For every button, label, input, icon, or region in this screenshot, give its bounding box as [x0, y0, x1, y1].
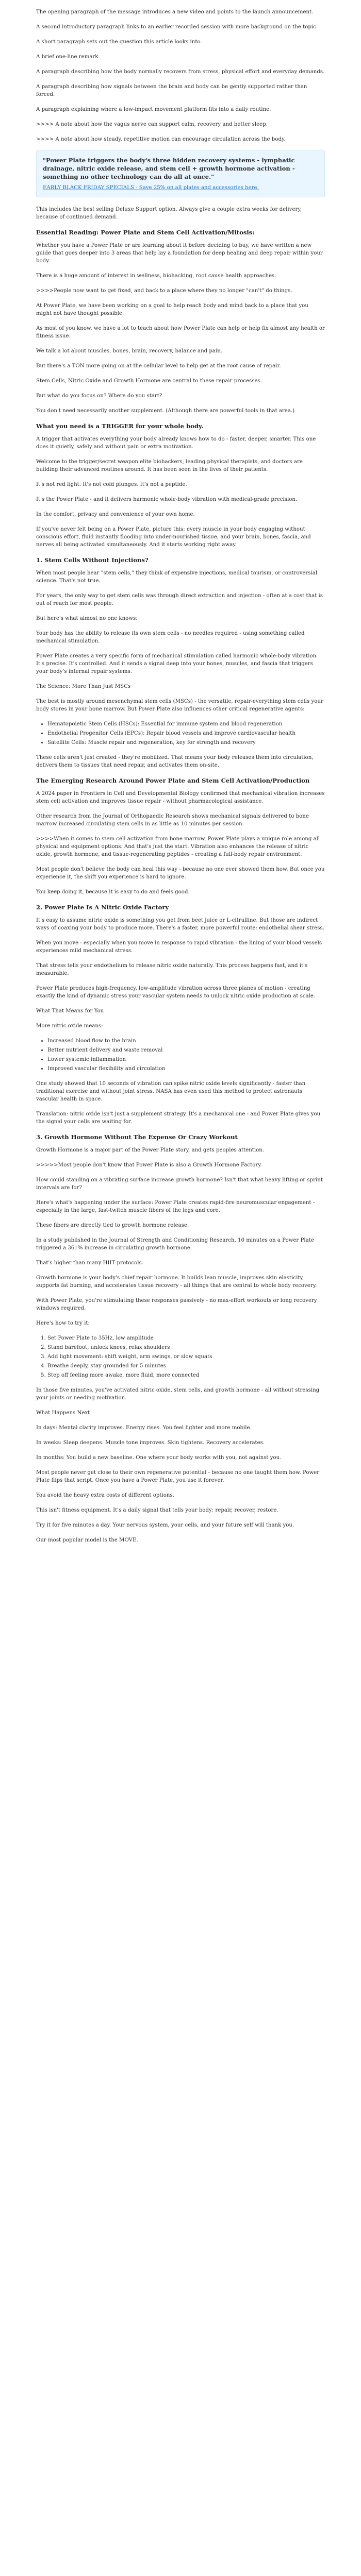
paragraph: Power Plate produces high-frequency, low-amplitude vibration across three planes of motion - creating exactly the kind of dynamic stress your vascular system needs to unlock nitric oxide production at scale. — [36, 986, 316, 999]
list-item: • Endothelial Progenitor Cells (EPCs): Repair blood vessels and improve cardiovascular health — [47, 730, 325, 737]
paragraph: That's higher than many HIIT protocols. — [36, 1260, 143, 1266]
paragraph: The Science: More Than Just MSCs — [36, 684, 131, 689]
paragraph: It's not red light. It's not cold plunges. It's not a peptide. — [36, 482, 187, 487]
paragraph: Welcome to the trigger/secret weapon elite biohackers, leading physical therapists, and doctors are building their advanced routines around. It has been seen in the lives of their patients. — [36, 459, 303, 472]
paragraph: We talk a lot about muscles, bones, brain, recovery, balance and pain. — [36, 348, 223, 354]
paragraph: The best is mostly around mesenchymal stem cells (MSCs) - the versatile, repair-everything stem cells your body stores in your bone marrow. But Power Plate also influences other critical regenerative agents: — [36, 699, 323, 712]
paragraph: How could standing on a vibrating surface increase growth hormone? Isn't that what heavy lifting or sprint intervals are for? — [36, 1177, 323, 1191]
paragraph: A trigger that activates everything your body already knows how to do - faster, deeper, smarter. This one does it quietly, safely and without pain or extra motivation. — [36, 436, 316, 450]
paragraph: You keep doing it, because it is easy to do and feels good. — [36, 889, 190, 895]
paragraph: That stress tells your endothelium to release nitric oxide naturally. This process happens fast, and it's measurable. — [36, 963, 308, 976]
list-item: • Increased blood flow to the brain — [47, 1037, 325, 1045]
paragraph: But here's what almost no one knows: — [36, 616, 138, 621]
paragraph: When most people hear "stem cells," they think of expensive injections, medical tourism, or controversial science. That's not true. — [36, 570, 318, 584]
paragraph: Try it for five minutes a day. Your nervous system, your cells, and your future self will thank you. — [36, 1522, 294, 1528]
paragraph: A paragraph describing how signals between the brain and body can be gently supported rather than forced. — [36, 84, 307, 97]
section-heading: Essential Reading: Power Plate and Stem Cell Activation/Mitosis: — [36, 229, 255, 236]
paragraph: A paragraph explaining where a low-impact movement platform fits into a daily routine. — [36, 107, 271, 112]
paragraph: Stem Cells, Nitric Oxide and Growth Hormone are central to these repair processes. — [36, 378, 262, 384]
email-body — [36, 0, 325, 1544]
section-heading: 2. Power Plate Is A Nitric Oxide Factory — [36, 904, 169, 911]
paragraph: In days: Mental clarity improves. Energy rises. You feel lighter and more mobile. — [36, 1425, 252, 1431]
paragraph: When you move - especially when you move in response to rapid vibration - the lining of your blood vessels experiences mild mechanical stress. — [36, 940, 322, 954]
paragraph: Growth hormone is your body's chief repair hormone. It builds lean muscle, improves skin elasticity, supports fat burning, and accelerates tissue recovery - all things that are central to whole body recovery. — [36, 1275, 317, 1289]
paragraph: In months: You build a new baseline. One where your body works with you, not against you. — [36, 1455, 282, 1461]
bullet-list — [36, 1037, 325, 1073]
list-item: 4. Breathe deeply, stay grounded for 5 minutes — [47, 1362, 325, 1370]
banner-quote: "Power Plate triggers the body's three hidden recovery systems - lymphatic drainage, nitric oxide release, and stem cell + growth hormone activation - something no other technology can do all at once." — [43, 157, 295, 180]
paragraph: Your body has the ability to release its own stem cells - no needles required - using something called mechanical stimulation. — [36, 631, 305, 644]
section-heading: What you need is a TRIGGER for your whole body. — [36, 422, 204, 430]
paragraph: Growth Hormone is a major part of the Power Plate story, and gets peoples attention. — [36, 1147, 265, 1153]
paragraph: For years, the only way to get stem cells was through direct extraction and injection - often at a cost that is out of reach for most people. — [36, 593, 323, 606]
section-heading: 1. Stem Cells Without Injections? — [36, 556, 149, 564]
paragraph: In a study published in the Journal of Strength and Conditioning Research, 10 minutes on a Power Plate triggered a 361% increase in circulating growth hormone. — [36, 1238, 314, 1251]
paragraph: More nitric oxide means: — [36, 1023, 103, 1029]
paragraph: But there's a TON more going on at the cellular level to help get at the root cause of repair. — [36, 363, 281, 369]
paragraph: A 2024 paper in Frontiers in Cell and Developmental Biology confirmed that mechanical vibration increases stem cell activation and improves tissue repair - without pharmacological assistance. — [36, 791, 325, 804]
list-item: • Improved vascular flexibility and circulation — [47, 1065, 325, 1073]
list-item: • Lower systemic inflammation — [47, 1056, 325, 1063]
promo-banner — [36, 150, 325, 197]
list-item: • Better nutrient delivery and waste removal — [47, 1046, 325, 1054]
paragraph: Other research from the Journal of Orthopaedic Research shows mechanical signals delivered to bone marrow increased circulating stem cells in as little as 10 minutes per session. — [36, 814, 309, 827]
paragraph: These fibers are directly tied to growth hormone release. — [36, 1223, 189, 1228]
paragraph: With Power Plate, you're stimulating these responses passively - no max-effort workouts or long recovery windows required. — [36, 1298, 317, 1311]
paragraph: A second introductory paragraph links to an earlier recorded session with more background on the topic. — [36, 24, 318, 30]
list-item: 3. Add light movement: shift weight, arm swings, or slow squats — [47, 1353, 325, 1361]
paragraph: >>>> A note about how the vagus nerve can support calm, recovery and better sleep. — [36, 122, 268, 127]
paragraph: What That Means for You — [36, 1008, 104, 1014]
list-item: • Hematopoietic Stem Cells (HSCs): Essential for immune system and blood regeneration — [47, 720, 325, 728]
paragraph: One study showed that 10 seconds of vibration can spike nitric oxide levels significantly - faster than traditional exercise and without joint stress. NASA has even used this method to protect astronauts' vascular health in space. — [36, 1081, 306, 1102]
numbered-list — [36, 1334, 325, 1379]
paragraph: If you've never felt being on a Power Plate, picture this: every muscle in your body engaging without conscious effort, fluid instantly flooding into under-nourished tissue, and your brain, bones, fascia, and nerves all being activated simultaneously. And it starts working right away. — [36, 527, 311, 548]
bullet-list — [36, 720, 325, 747]
paragraph: It's easy to assume nitric oxide is something you get from beet juice or L-citrulline. But those are indirect ways of coaxing your body to produce more. There's a faster, more powerful route: endothelial shear stress. — [36, 918, 324, 931]
section-heading: 3. Growth Hormone Without The Expense Or Crazy Workout — [36, 1133, 238, 1141]
paragraph: In the comfort, privacy and convenience of your own home. — [36, 512, 195, 517]
paragraph: A brief one-line remark. — [36, 54, 100, 60]
list-item: • Satellite Cells: Muscle repair and regeneration, key for strength and recovery — [47, 739, 325, 747]
paragraph: Here's how to try it: — [36, 1320, 90, 1326]
paragraph: Most people never get close to their own regenerative potential - because no one taught them how. Power Plate flips that script. Once you have a Power Plate, you use it forever. — [36, 1470, 320, 1483]
paragraph: Most people don't believe the body can heal this way - because no one ever showed them how. But once you experience it, the shift you experience is hard to ignore. — [36, 867, 325, 880]
paragraph: >>>> A note about how steady, repetitive motion can encourage circulation across the body. — [36, 137, 286, 142]
paragraph: You don't need necessarily another supplement. (Although there are powerful tools in that area.) — [36, 408, 295, 414]
paragraph: But what do you focus on? Where do you start? — [36, 393, 162, 399]
paragraph: These cells aren't just created - they're mobilized. That means your body releases them into circulation, delivers them to tissues that need repair, and activates them on-site. — [36, 755, 314, 768]
paragraph: This includes the best selling Deluxe Support option. Always give a couple extra weeks for delivery, because of continued demand. — [36, 207, 302, 220]
paragraph: Power Plate creates a very specific form of mechanical stimulation called harmonic whole-body vibration. It's precise. It's controlled. And it sends a signal deep into your bones, muscles, and fascia that triggers your body's internal repair systems. — [36, 653, 318, 674]
paragraph: There is a huge amount of interest in wellness, biohacking, root cause health approaches. — [36, 273, 276, 279]
paragraph: A short paragraph sets out the question this article looks into. — [36, 39, 202, 45]
paragraph: In weeks: Sleep deepens. Muscle tone improves. Skin tightens. Recovery accelerates. — [36, 1440, 265, 1446]
paragraph: You avoid the heavy extra costs of different options. — [36, 1493, 174, 1498]
list-item: 5. Step off feeling more awake, more fluid, more connected — [47, 1371, 325, 1379]
paragraph: At Power Plate, we have been working on a goal to help reach body and mind back to a place that you might not have thought possible. — [36, 303, 308, 316]
paragraph: This isn't fitness equipment. It's a daily signal that tells your body: repair, recover, restore. — [36, 1507, 278, 1513]
paragraph: Whether you have a Power Plate or are learning about it before deciding to buy, we have written a new guide that goes deeper into 3 areas that help lay a foundation for deep healing and deep repair within your body. — [36, 243, 323, 264]
paragraph: >>>>>Most people don't know that Power Plate is also a Growth Hormone Factory. — [36, 1162, 262, 1168]
paragraph: Here's what's happening under the surface: Power Plate creates rapid-fire neuromuscular engagement - especially in the large, fast-twitch muscle fibers of the legs and core. — [36, 1200, 315, 1213]
paragraph: >>>>People now want to get fixed, and back to a place where they no longer "can't" do things. — [36, 288, 292, 294]
paragraph: What Happens Next — [36, 1410, 90, 1416]
paragraph: The opening paragraph of the message introduces a new video and points to the launch announcement. — [36, 9, 314, 15]
paragraph: It's the Power Plate - and it delivers harmonic whole-body vibration with medical-grade precision. — [36, 497, 298, 502]
list-item: 2. Stand barefoot, unlock knees, relax shoulders — [47, 1344, 325, 1351]
banner-offer-link[interactable]: EARLY BLACK FRIDAY SPECIALS - Save 25% on all plates and accessories here. — [43, 185, 259, 191]
paragraph: >>>>When it comes to stem cell activation from bone marrow, Power Plate plays a unique role among all physical and equipment options. And that's just the start. Vibration also enhances the release of nitric oxide, growth hormone, and tissue-regenerating peptides - creating a full-body repair environment. — [36, 836, 320, 857]
paragraph: As most of you know, we have a lot to teach about how Power Plate can help or help fix almost any health or fitness issue. — [36, 326, 325, 339]
paragraph: Translation: nitric oxide isn't just a supplement strategy. It's a mechanical one - and Power Plate gives you the signal your cells are waiting for. — [36, 1111, 321, 1125]
paragraph: A paragraph describing how the body normally recovers from stress, physical effort and everyday demands. — [36, 69, 325, 75]
paragraph: In those five minutes, you've activated nitric oxide, stem cells, and growth hormone - all without stressing your joints or needing motivation. — [36, 1387, 320, 1401]
list-item: 1. Set Power Plate to 35Hz, low amplitude — [47, 1334, 325, 1342]
section-heading: The Emerging Research Around Power Plate and Stem Cell Activation/Production — [36, 777, 310, 784]
paragraph: Our most popular model is the MOVE. — [36, 1537, 138, 1543]
